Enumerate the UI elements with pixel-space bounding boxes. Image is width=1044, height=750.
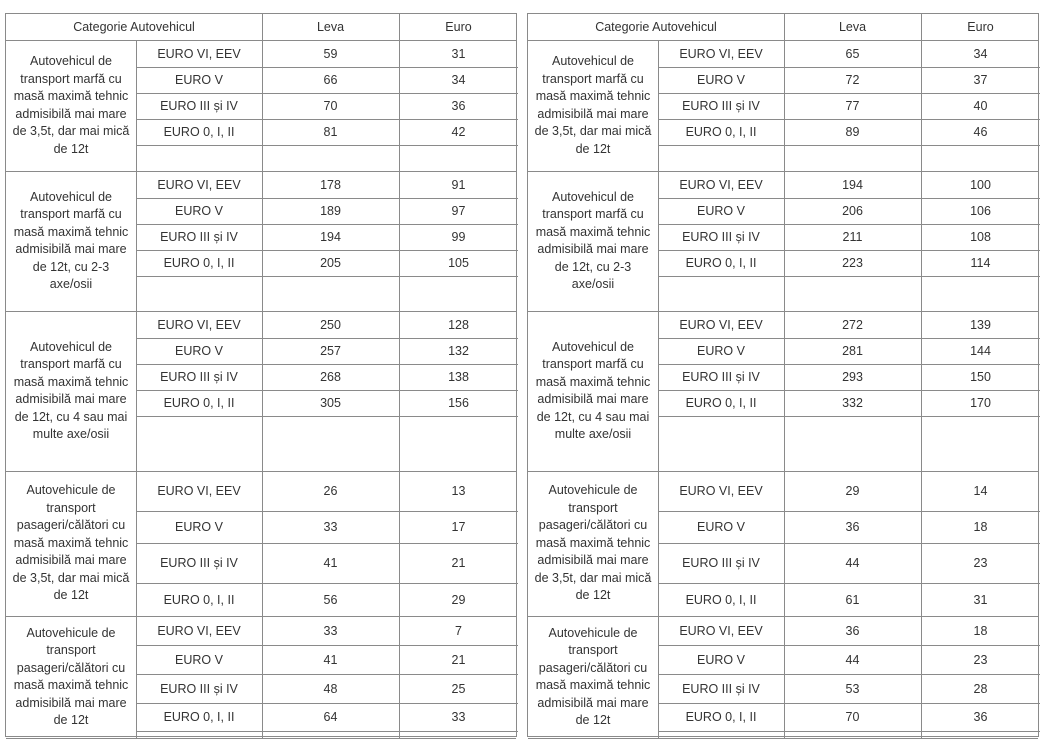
euro-value: 105 <box>448 256 469 270</box>
emission-class <box>136 145 262 171</box>
table-row <box>136 731 518 738</box>
emission-class <box>658 276 784 311</box>
leva-value: 257 <box>320 344 341 358</box>
column-divider <box>399 171 400 311</box>
column-divider <box>262 471 263 616</box>
column-divider <box>136 616 137 738</box>
vehicle-category: Autovehicul de transport marfă cu masă maximă tehnic admisibilă mai mare de 12t, cu 2-3 axe/osii <box>13 189 129 291</box>
table-row <box>658 171 1040 198</box>
table-row <box>136 338 518 364</box>
column-divider <box>136 471 137 616</box>
euro-value: 37 <box>973 73 988 87</box>
column-divider <box>658 471 659 616</box>
euro-value <box>921 276 1040 311</box>
leva-value: 66 <box>323 73 338 87</box>
column-divider <box>784 616 785 738</box>
row-rule <box>136 198 518 199</box>
leva-value: 64 <box>323 710 338 724</box>
leva-value: 70 <box>845 710 860 724</box>
leva-value: 332 <box>842 396 863 410</box>
row-rule <box>658 543 1040 544</box>
euro-value: 156 <box>448 396 469 410</box>
emission-class <box>136 416 262 471</box>
emission-class: EURO 0, I, II <box>163 256 235 270</box>
table-row <box>136 311 518 338</box>
group-bottom-rule <box>528 738 1038 739</box>
leva-value: 41 <box>323 652 338 667</box>
leva-value: 44 <box>845 556 860 570</box>
emission-class: EURO 0, I, II <box>163 592 235 607</box>
emission-class <box>658 416 784 471</box>
column-divider <box>399 311 400 471</box>
euro-value: 23 <box>973 652 988 667</box>
emission-class: EURO V <box>175 652 223 667</box>
euro-value: 14 <box>973 484 988 498</box>
emission-class: EURO III și IV <box>160 556 238 570</box>
table-row <box>658 311 1040 338</box>
header-divider <box>262 14 263 40</box>
emission-class: EURO V <box>697 520 745 534</box>
column-divider <box>658 616 659 738</box>
table-row <box>136 250 518 276</box>
table-row <box>658 645 1040 674</box>
column-divider <box>399 616 400 738</box>
column-divider <box>921 171 922 311</box>
table-row <box>136 645 518 674</box>
column-divider <box>658 311 659 471</box>
vehicle-category: Autovehicul de transport marfă cu masă maximă tehnic admisibilă mai mare de 3,5t, dar mai mică de 12t <box>12 54 130 156</box>
group-bottom-rule <box>6 738 516 739</box>
leva-value: 33 <box>323 520 338 534</box>
emission-class: EURO III și IV <box>160 99 238 113</box>
header-leva: Leva <box>316 20 345 34</box>
euro-value: 128 <box>448 317 469 332</box>
leva-value: 36 <box>845 623 860 638</box>
leva-value: 77 <box>845 99 860 113</box>
row-rule <box>658 703 1040 704</box>
row-rule <box>658 364 1040 365</box>
emission-class <box>658 145 784 171</box>
leva-value: 223 <box>842 256 863 270</box>
euro-value: 31 <box>451 46 466 61</box>
euro-value: 21 <box>451 652 466 667</box>
emission-class: EURO III și IV <box>682 230 760 244</box>
row-rule <box>136 645 518 646</box>
euro-value: 25 <box>451 681 466 696</box>
row-rule <box>658 93 1040 94</box>
euro-value: 18 <box>973 623 988 638</box>
emission-class: EURO V <box>175 520 223 534</box>
table-row <box>136 511 518 543</box>
vehicle-group <box>528 311 1038 471</box>
table-row <box>136 198 518 224</box>
column-divider <box>658 171 659 311</box>
table-row <box>658 198 1040 224</box>
euro-value: 33 <box>451 710 466 724</box>
euro-value: 36 <box>451 99 466 113</box>
row-rule <box>136 583 518 584</box>
emission-class: EURO VI, EEV <box>157 177 241 192</box>
table-row <box>658 364 1040 390</box>
emission-class: EURO 0, I, II <box>685 125 757 139</box>
column-divider <box>399 471 400 616</box>
column-divider <box>136 311 137 471</box>
emission-class: EURO VI, EEV <box>679 177 763 192</box>
row-rule <box>136 364 518 365</box>
emission-class: EURO 0, I, II <box>163 396 235 410</box>
table-row <box>658 674 1040 703</box>
vehicle-group <box>528 40 1038 171</box>
table-row <box>658 731 1040 738</box>
vehicle-group <box>528 171 1038 311</box>
euro-value: 170 <box>970 396 991 410</box>
leva-value: 53 <box>845 681 860 696</box>
header-euro: Euro <box>445 20 472 34</box>
emission-class <box>136 276 262 311</box>
row-rule <box>136 731 518 732</box>
vehicle-category: Autovehicule de transport pasageri/călători cu masă maximă tehnic admisibilă mai mare de 3,5t, dar mai mică de 12t <box>534 483 652 603</box>
vehicle-category: Autovehicule de transport pasageri/călători cu masă maximă tehnic admisibilă mai mare de 12t <box>13 625 129 727</box>
header-category: Categorie Autovehicul <box>73 20 195 34</box>
tariff-table-1 <box>5 13 517 737</box>
emission-class: EURO 0, I, II <box>685 396 757 410</box>
leva-value: 61 <box>845 592 860 607</box>
leva-value <box>784 276 921 311</box>
euro-value: 23 <box>973 556 988 570</box>
row-rule <box>658 119 1040 120</box>
table-row <box>136 364 518 390</box>
table-row <box>136 145 518 171</box>
leva-value: 29 <box>845 484 860 498</box>
euro-value: 97 <box>451 204 466 218</box>
euro-value: 31 <box>973 592 988 607</box>
row-rule <box>658 145 1040 146</box>
table-row <box>658 250 1040 276</box>
table-row <box>658 276 1040 311</box>
leva-value: 178 <box>320 177 341 192</box>
table-row <box>658 224 1040 250</box>
emission-class: EURO VI, EEV <box>679 317 763 332</box>
vehicle-category: Autovehicule de transport pasageri/călători cu masă maximă tehnic admisibilă mai mare de 12t <box>535 625 651 727</box>
table-row <box>136 224 518 250</box>
leva-value: 44 <box>845 652 860 667</box>
leva-value <box>262 276 399 311</box>
leva-value: 81 <box>323 125 338 139</box>
row-rule <box>136 674 518 675</box>
leva-value: 65 <box>845 46 860 61</box>
column-divider <box>921 311 922 471</box>
euro-value: 29 <box>451 592 466 607</box>
column-divider <box>921 471 922 616</box>
leva-value: 48 <box>323 681 338 696</box>
table-row <box>658 616 1040 645</box>
table-row <box>658 416 1040 471</box>
column-divider <box>784 471 785 616</box>
euro-value <box>399 145 518 171</box>
table-row <box>136 40 518 67</box>
table-row <box>658 338 1040 364</box>
vehicle-category: Autovehicul de transport marfă cu masă maximă tehnic admisibilă mai mare de 12t, cu 4 sau mai multe axe/osii <box>535 339 651 441</box>
table-row <box>658 583 1040 616</box>
emission-class: EURO III și IV <box>682 99 760 113</box>
emission-class <box>136 731 262 738</box>
leva-value: 206 <box>842 204 863 218</box>
emission-class: EURO 0, I, II <box>163 710 235 724</box>
row-rule <box>136 390 518 391</box>
table-row <box>658 543 1040 583</box>
leva-value: 56 <box>323 592 338 607</box>
emission-class: EURO 0, I, II <box>685 256 757 270</box>
table-row <box>658 93 1040 119</box>
leva-value: 205 <box>320 256 341 270</box>
euro-value: 139 <box>970 317 991 332</box>
euro-value <box>399 276 518 311</box>
row-rule <box>658 250 1040 251</box>
row-rule <box>658 224 1040 225</box>
leva-value: 89 <box>845 125 860 139</box>
row-rule <box>658 390 1040 391</box>
emission-class: EURO V <box>175 204 223 218</box>
header-leva: Leva <box>838 20 867 34</box>
euro-value: 34 <box>973 46 988 61</box>
euro-value: 34 <box>451 73 466 87</box>
table-row <box>136 390 518 416</box>
leva-value: 26 <box>323 484 338 498</box>
emission-class: EURO VI, EEV <box>679 623 763 638</box>
euro-value <box>399 731 518 738</box>
euro-value: 132 <box>448 344 469 358</box>
emission-class: EURO 0, I, II <box>163 125 235 139</box>
vehicle-category: Autovehicul de transport marfă cu masă maximă tehnic admisibilă mai mare de 12t, cu 4 sau mai multe axe/osii <box>13 339 129 441</box>
row-rule <box>136 119 518 120</box>
column-divider <box>136 171 137 311</box>
euro-value: 144 <box>970 344 991 358</box>
column-divider <box>784 311 785 471</box>
vehicle-group <box>6 311 516 471</box>
vehicle-group <box>6 40 516 171</box>
table-row <box>658 40 1040 67</box>
emission-class: EURO III și IV <box>682 370 760 384</box>
emission-class: EURO III și IV <box>160 230 238 244</box>
euro-value: 40 <box>973 99 988 113</box>
column-divider <box>921 40 922 171</box>
row-rule <box>658 416 1040 417</box>
euro-value: 106 <box>970 204 991 218</box>
emission-class: EURO 0, I, II <box>685 710 757 724</box>
table-row <box>136 674 518 703</box>
row-rule <box>658 276 1040 277</box>
emission-class: EURO V <box>697 204 745 218</box>
euro-value: 114 <box>970 256 991 270</box>
leva-value: 194 <box>320 230 341 244</box>
leva-value: 211 <box>842 230 863 244</box>
column-divider <box>262 171 263 311</box>
row-rule <box>658 645 1040 646</box>
vehicle-group <box>6 171 516 311</box>
euro-value: 13 <box>451 484 466 498</box>
emission-class: EURO III și IV <box>682 681 760 696</box>
vehicle-category: Autovehicule de transport pasageri/călători cu masă maximă tehnic admisibilă mai mare de 3,5t, dar mai mică de 12t <box>12 483 130 603</box>
leva-value <box>262 145 399 171</box>
leva-value: 72 <box>845 73 860 87</box>
row-rule <box>136 703 518 704</box>
emission-class: EURO III și IV <box>160 681 238 696</box>
euro-value: 42 <box>451 125 466 139</box>
euro-value: 17 <box>451 520 466 534</box>
row-rule <box>658 511 1040 512</box>
leva-value <box>784 731 921 738</box>
leva-value: 194 <box>842 177 863 192</box>
leva-value: 189 <box>320 204 341 218</box>
table-row <box>136 543 518 583</box>
table-row <box>136 416 518 471</box>
euro-value: 150 <box>970 370 991 384</box>
table-row <box>136 171 518 198</box>
row-rule <box>136 338 518 339</box>
leva-value: 70 <box>323 99 338 113</box>
row-rule <box>136 145 518 146</box>
table-row <box>658 511 1040 543</box>
table-row <box>136 276 518 311</box>
leva-value: 305 <box>320 396 341 410</box>
column-divider <box>136 40 137 171</box>
euro-value: 21 <box>451 556 466 570</box>
emission-class: EURO 0, I, II <box>685 592 757 607</box>
leva-value: 250 <box>320 317 341 332</box>
row-rule <box>136 250 518 251</box>
emission-class: EURO VI, EEV <box>157 317 241 332</box>
vehicle-category: Autovehicul de transport marfă cu masă maximă tehnic admisibilă mai mare de 3,5t, dar mai mică de 12t <box>534 54 652 156</box>
row-rule <box>658 674 1040 675</box>
row-rule <box>136 224 518 225</box>
row-rule <box>658 67 1040 68</box>
emission-class <box>658 731 784 738</box>
column-divider <box>784 40 785 171</box>
table-row <box>136 583 518 616</box>
emission-class: EURO VI, EEV <box>679 484 763 498</box>
emission-class: EURO VI, EEV <box>157 484 241 498</box>
leva-value <box>262 416 399 471</box>
table-row <box>658 67 1040 93</box>
header-divider <box>921 14 922 40</box>
euro-value: 46 <box>973 125 988 139</box>
emission-class: EURO III și IV <box>682 556 760 570</box>
euro-value: 28 <box>973 681 988 696</box>
row-rule <box>136 93 518 94</box>
table-header <box>528 14 1038 40</box>
row-rule <box>136 543 518 544</box>
row-rule <box>136 416 518 417</box>
euro-value: 108 <box>970 230 991 244</box>
header-divider <box>399 14 400 40</box>
leva-value <box>262 731 399 738</box>
emission-class: EURO VI, EEV <box>157 623 241 638</box>
column-divider <box>262 616 263 738</box>
leva-value: 41 <box>323 556 338 570</box>
euro-value: 99 <box>451 230 466 244</box>
leva-value: 268 <box>320 370 341 384</box>
euro-value <box>921 731 1040 738</box>
leva-value <box>784 416 921 471</box>
leva-value: 272 <box>842 317 863 332</box>
leva-value: 293 <box>842 370 863 384</box>
euro-value <box>921 145 1040 171</box>
table-row <box>136 119 518 145</box>
euro-value: 91 <box>451 177 466 192</box>
table-header <box>6 14 516 40</box>
table-row <box>658 145 1040 171</box>
emission-class: EURO V <box>697 73 745 87</box>
table-row <box>658 471 1040 511</box>
emission-class: EURO VI, EEV <box>157 46 241 61</box>
row-rule <box>136 276 518 277</box>
emission-class: EURO III și IV <box>160 370 238 384</box>
emission-class: EURO V <box>175 73 223 87</box>
vehicle-group <box>6 616 516 738</box>
vehicle-group <box>528 471 1038 616</box>
table-row <box>136 471 518 511</box>
table-row <box>658 390 1040 416</box>
leva-value: 33 <box>323 623 338 638</box>
vehicle-group <box>6 471 516 616</box>
table-row <box>658 703 1040 731</box>
leva-value: 281 <box>842 344 863 358</box>
table-row <box>136 616 518 645</box>
column-divider <box>262 311 263 471</box>
emission-class: EURO V <box>697 344 745 358</box>
euro-value: 36 <box>973 710 988 724</box>
table-row <box>658 119 1040 145</box>
table-row <box>136 703 518 731</box>
vehicle-group <box>528 616 1038 738</box>
euro-value: 7 <box>455 623 462 638</box>
table-row <box>136 93 518 119</box>
euro-value: 100 <box>970 177 991 192</box>
euro-value: 18 <box>973 520 988 534</box>
euro-value <box>921 416 1040 471</box>
column-divider <box>262 40 263 171</box>
leva-value: 36 <box>845 520 860 534</box>
row-rule <box>658 731 1040 732</box>
row-rule <box>658 583 1040 584</box>
column-divider <box>784 171 785 311</box>
emission-class: EURO V <box>175 344 223 358</box>
euro-value: 138 <box>448 370 469 384</box>
tariff-table-2 <box>527 13 1039 737</box>
leva-value: 59 <box>323 46 338 61</box>
column-divider <box>399 40 400 171</box>
header-divider <box>784 14 785 40</box>
header-euro: Euro <box>967 20 994 34</box>
column-divider <box>921 616 922 738</box>
row-rule <box>136 67 518 68</box>
row-rule <box>136 511 518 512</box>
emission-class: EURO VI, EEV <box>679 46 763 61</box>
euro-value <box>399 416 518 471</box>
emission-class: EURO V <box>697 652 745 667</box>
vehicle-category: Autovehicul de transport marfă cu masă maximă tehnic admisibilă mai mare de 12t, cu 2-3 axe/osii <box>535 189 651 291</box>
column-divider <box>658 40 659 171</box>
table-row <box>136 67 518 93</box>
leva-value <box>784 145 921 171</box>
row-rule <box>658 198 1040 199</box>
header-category: Categorie Autovehicul <box>595 20 717 34</box>
row-rule <box>658 338 1040 339</box>
